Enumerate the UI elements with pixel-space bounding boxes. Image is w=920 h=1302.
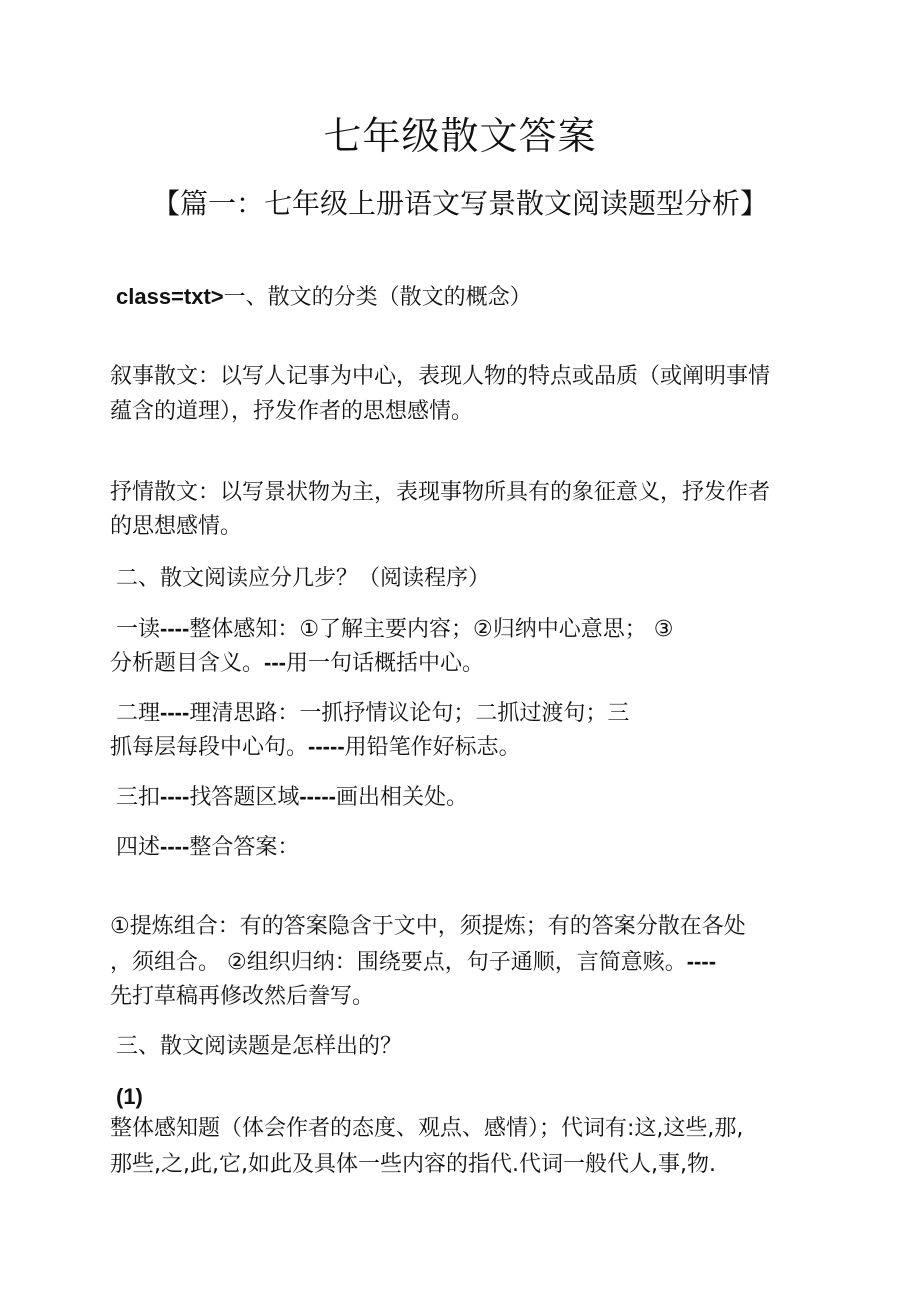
- dash: ----: [160, 616, 190, 641]
- step-4-text: 整合答案：: [189, 835, 300, 860]
- dash: -----: [308, 734, 345, 759]
- step-4-label: 四述: [116, 835, 161, 860]
- dash: ----: [160, 784, 190, 809]
- section-1-heading: [116, 280, 532, 315]
- step-2-label: 二理: [116, 701, 161, 726]
- step-2-line-1: [116, 696, 629, 731]
- step-2-summary: 用铅笔作好标志。: [344, 735, 521, 760]
- answer-method-text: ，须组合。 ②组织归纳：围绕要点，句子通顺，言简意赅。: [110, 950, 687, 975]
- answer-method-line-3: 先打草稿再修改然后誊写。: [110, 984, 375, 1009]
- step-4-line: [116, 830, 299, 865]
- step-1-summary: 用一句话概括中心。: [286, 651, 485, 676]
- narrative-prose-line-2: 蕴含的道理），抒发作者的思想感情。: [110, 399, 474, 424]
- narrative-prose-line-1: 叙事散文：以写人记事为中心，表现人物的特点或品质（或阐明事情: [110, 364, 771, 389]
- step-3-line: [116, 780, 468, 815]
- dash: ----: [160, 700, 190, 725]
- item-1-line-1: 整体感知题（体会作者的态度、观点、感情）；代词有:这,这些,那,: [110, 1116, 744, 1141]
- step-2-text: 理清思路：一抓抒情议论句；二抓过渡句；三: [189, 701, 630, 726]
- step-3-text: 找答题区域: [189, 785, 300, 810]
- dash: ----: [160, 834, 190, 859]
- dash: ----: [686, 949, 717, 974]
- step-1-label: 一读: [116, 617, 161, 642]
- lyrical-prose-line-2: 的思想感情。: [110, 514, 243, 539]
- answer-method-line-1: ①提炼组合：有的答案隐含于文中，须提炼；有的答案分散在各处: [110, 914, 746, 939]
- item-1-line-2: 那些,之,此,它,如此及具体一些内容的指代.代词一般代人,事,物.: [110, 1152, 716, 1177]
- dash: -----: [299, 784, 336, 809]
- answer-method-line-2: [110, 945, 716, 980]
- document-title: 七年级散文答案: [323, 114, 597, 158]
- step-1-line-2: [110, 646, 484, 681]
- step-2-cont: 抓每层每段中心句。: [110, 735, 309, 760]
- lyrical-prose-line-1: 抒情散文：以写景状物为主，表现事物所具有的象征意义，抒发作者: [110, 480, 771, 505]
- step-3-label: 三扣: [116, 785, 161, 810]
- step-1-cont: 分析题目含义。: [110, 651, 265, 676]
- step-1-line-1: [116, 612, 674, 647]
- step-2-line-2: [110, 730, 521, 765]
- step-1-text: 整体感知：①了解主要内容；②归纳中心意思； ③: [189, 617, 674, 642]
- step-3-summary: 画出相关处。: [335, 785, 468, 810]
- dash: ---: [264, 650, 286, 675]
- markup-artifact: class=txt>: [116, 284, 224, 309]
- document-subtitle: 【篇一：七年级上册语文写景散文阅读题型分析】: [151, 187, 768, 220]
- section-3-heading: 三、散文阅读题是怎样出的？: [116, 1034, 403, 1059]
- item-number: (1): [116, 1084, 143, 1109]
- section-2-heading: 二、散文阅读应分几步？（阅读程序）: [116, 566, 491, 591]
- section-1-title: 一、散文的分类（散文的概念）: [223, 285, 532, 310]
